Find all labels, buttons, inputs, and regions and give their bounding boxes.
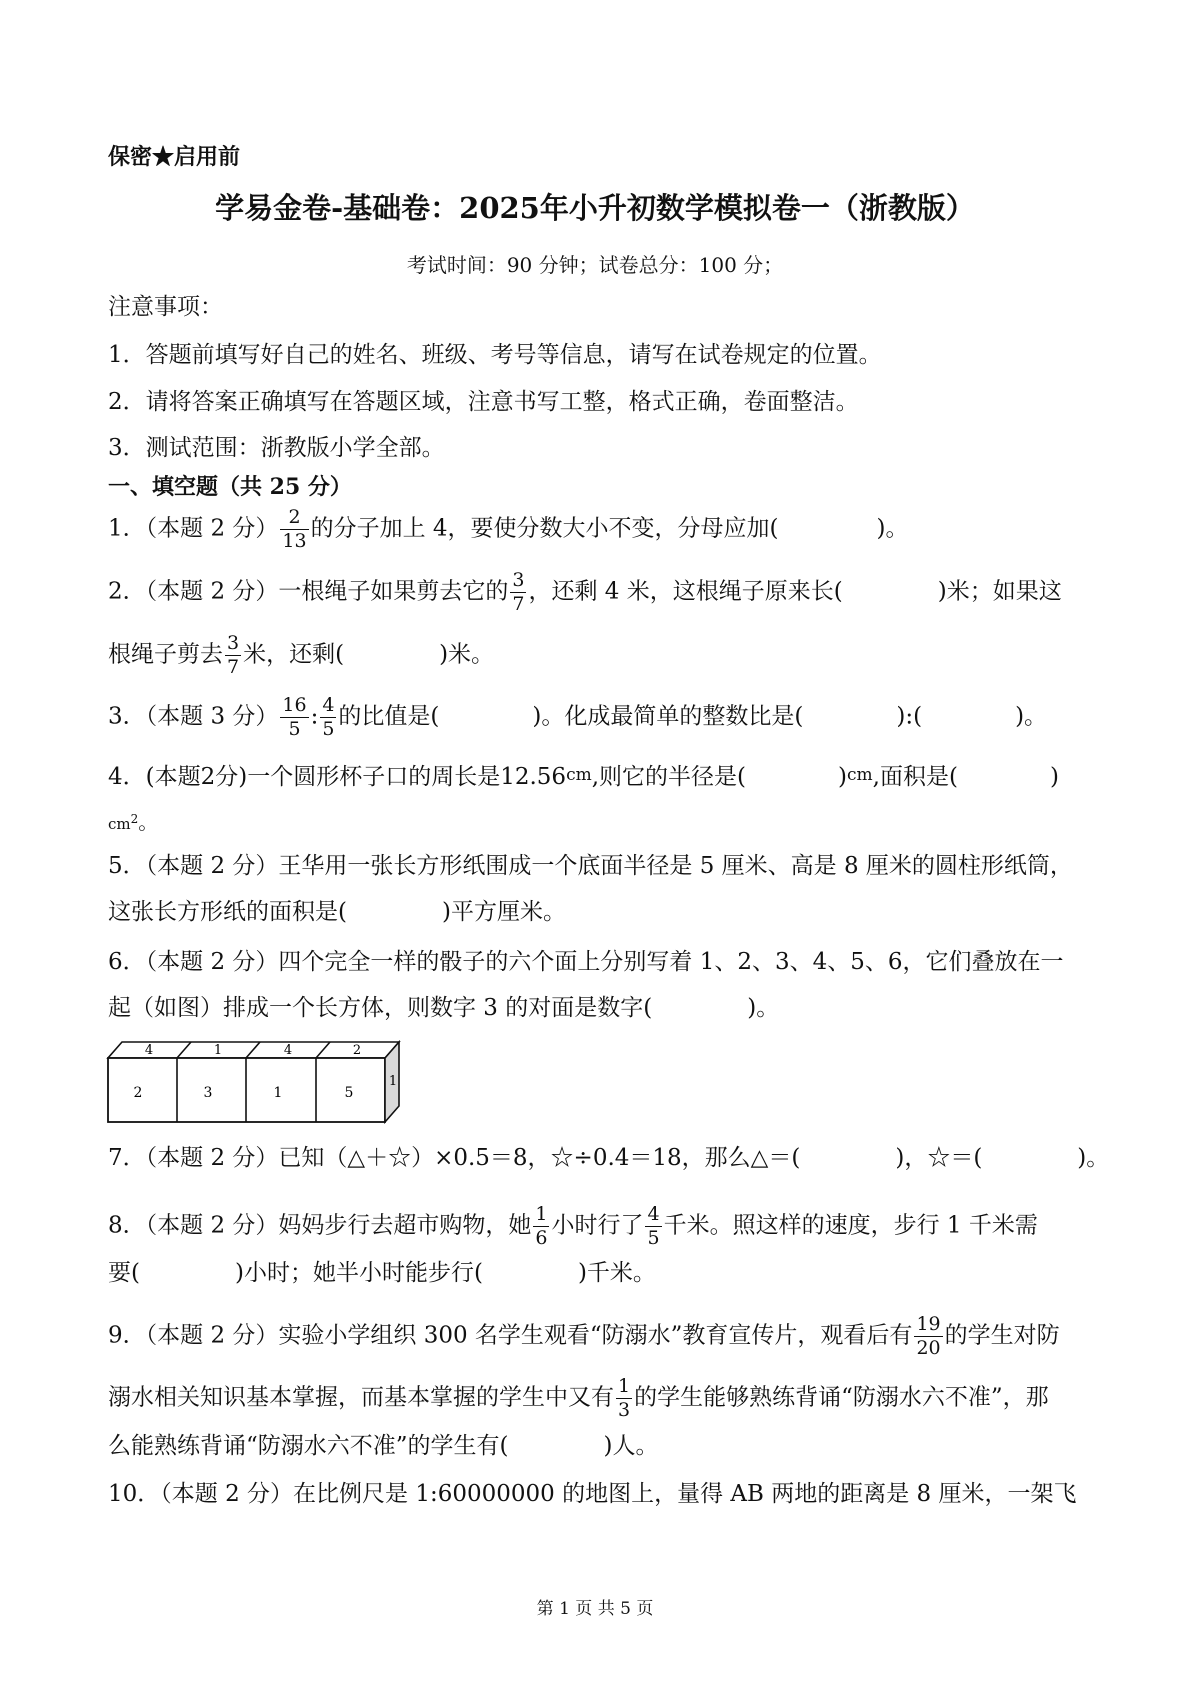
die-1-top: 4 [144, 1043, 154, 1058]
q8-f1-den: 6 [535, 1227, 548, 1249]
q3-mid1: 的比值是( [338, 703, 440, 730]
q9-fraction-1 [914, 1315, 942, 1358]
q2-pre: 2．（本题 2 分）一根绳子如果剪去它的 [108, 578, 509, 605]
q9-l3-pre: 么能熟练背诵“防溺水六不准”的学生有( [108, 1433, 509, 1459]
die-1-front: 2 [133, 1085, 143, 1101]
q3-post: )。 [1015, 703, 1048, 730]
q7-post: )。 [1077, 1145, 1110, 1171]
q3-fraction-2 [320, 696, 336, 739]
q3-pre: 3．（本题 3 分） [108, 703, 279, 730]
q3-mid3: ):( [896, 703, 923, 730]
q2-l2-frac-num: 3 [227, 632, 240, 654]
q1-mid: 的分子加上 4，要使分数大小不变，分母应加( [310, 515, 779, 542]
question-7 [108, 1147, 1109, 1170]
q4-l2-end: 。 [138, 810, 159, 834]
q2-l2-pre: 根绳子剪去 [108, 641, 223, 668]
q2-mid: ，还剩 4 米，这根绳子原来长( [528, 578, 843, 605]
question-2-line-1 [108, 571, 1062, 614]
q8-fraction-2 [645, 1205, 661, 1248]
q9-l3-post: )人。 [603, 1433, 659, 1459]
question-8-line-1 [108, 1205, 1038, 1248]
question-10-line-1: 10．（本题 2 分）在比例尺是 1:60000000 的地图上，量得 AB 两地的距离是 8 厘米，一架飞 [108, 1481, 1077, 1507]
q4-unit-1: cm [566, 765, 592, 785]
question-9-line-1 [108, 1315, 1060, 1358]
notice-item-3: 3．测试范围：浙教版小学全部。 [108, 435, 445, 461]
die-4-front: 5 [344, 1085, 354, 1101]
q6-l2-post: )。 [747, 995, 780, 1021]
q7-pre: 7．（本题 2 分）已知（△＋☆）×0.5＝8，☆÷0.4＝18，那么△＝( [108, 1145, 801, 1171]
die-2-front: 3 [203, 1085, 213, 1101]
q9-l2-pre: 溺水相关知识基本掌握，而基本掌握的学生中又有 [108, 1384, 614, 1411]
notice-item-2: 2．请将答案正确填写在答题区域，注意书写工整，格式正确，卷面整洁。 [108, 389, 859, 415]
q8-mid2: 千米。照这样的速度，步行 1 千米需 [663, 1212, 1038, 1239]
q8-l2-pre: 要( [108, 1260, 140, 1286]
notice-item-1: 1．答题前填写好自己的姓名、班级、考号等信息，请写在试卷规定的位置。 [108, 342, 882, 368]
question-6-line-1: 6．（本题 2 分）四个完全一样的骰子的六个面上分别写着 1、2、3、4、5、6，它们叠放在一 [108, 949, 1064, 975]
q8-l2-post: )千米。 [577, 1260, 656, 1286]
q3-f1-den: 5 [288, 718, 301, 740]
q4-pre: 4．(本题2分)一个圆形杯子口的周长是12.56 [108, 764, 567, 790]
q9-f1-num: 19 [916, 1313, 941, 1335]
q2-l2-post: )米。 [439, 641, 495, 668]
q9-l2-f-num: 1 [618, 1375, 631, 1397]
notice-heading: 注意事项： [108, 294, 223, 320]
q3-f1-num: 16 [282, 694, 307, 716]
question-4-line-2 [108, 812, 158, 832]
q5-l2-post: )平方厘米。 [441, 899, 566, 925]
q3-colon: : [310, 703, 319, 730]
q4-l2-unit: cm [108, 815, 131, 833]
q8-fraction-1 [533, 1205, 549, 1248]
q2-post: )米；如果这 [937, 578, 1062, 605]
q1-frac-den: 13 [282, 530, 307, 552]
q1-pre: 1．（本题 2 分） [108, 515, 279, 542]
question-9-line-3 [108, 1435, 658, 1458]
section-heading-fill-blank: 一、填空题（共 25 分） [108, 474, 352, 500]
q9-l2-post: 的学生能够熟练背诵“防溺水六不准”，那 [634, 1384, 1049, 1411]
q3-fraction-1 [280, 696, 308, 739]
q2-l2-fraction [225, 634, 241, 677]
q9-f1-den: 20 [916, 1337, 941, 1359]
q8-f2-den: 5 [647, 1227, 660, 1249]
die-4-side: 1 [388, 1074, 398, 1089]
q8-pre: 8．（本题 2 分）妈妈步行去超市购物，她 [108, 1212, 532, 1239]
dice-figure [104, 1040, 424, 1126]
q7-mid: )，☆＝( [895, 1145, 983, 1171]
question-8-line-2 [108, 1262, 656, 1285]
die-4-top: 2 [352, 1043, 362, 1058]
q6-l2-pre: 起（如图）排成一个长方体，则数字 3 的对面是数字( [108, 995, 653, 1021]
q5-l2-pre: 这张长方形纸的面积是( [108, 899, 347, 925]
die-3-front: 1 [273, 1085, 283, 1101]
q8-l2-mid: )小时；她半小时能步行( [234, 1260, 483, 1286]
q3-f2-den: 5 [322, 718, 335, 740]
q9-mid1: 的学生对防 [944, 1322, 1060, 1349]
q3-mid2: )。化成最简单的整数比是( [532, 703, 804, 730]
q2-frac-num: 3 [512, 569, 525, 591]
q2-l2-mid: 米，还剩( [243, 641, 345, 668]
q9-fraction-2 [616, 1377, 632, 1420]
question-1 [108, 508, 908, 551]
exam-info: 考试时间：90 分钟；试卷总分：100 分； [406, 253, 784, 277]
q4-mid2: ) [838, 764, 847, 790]
question-3 [108, 696, 1047, 739]
q2-frac-den: 7 [512, 593, 525, 615]
q2-fraction [510, 571, 526, 614]
question-4 [108, 766, 1059, 789]
q8-f1-num: 1 [535, 1203, 548, 1225]
q8-mid1: 小时行了 [551, 1212, 644, 1239]
q9-pre: 9．（本题 2 分）实验小学组织 300 名学生观看“防溺水”教育宣传片，观看后有 [108, 1322, 913, 1349]
q4-mid1: ,则它的半径是( [591, 764, 747, 790]
die-2-top: 1 [213, 1043, 223, 1058]
q3-f2-num: 4 [322, 694, 335, 716]
q2-l2-frac-den: 7 [227, 656, 240, 678]
q4-unit-2: cm [847, 765, 873, 785]
q1-frac-num: 2 [280, 508, 308, 530]
q9-l2-f-den: 3 [618, 1399, 631, 1421]
q1-post: )。 [876, 515, 909, 542]
page-number: 第 1 页 共 5 页 [536, 1599, 654, 1619]
question-2-line-2 [108, 634, 494, 677]
q8-f2-num: 4 [647, 1203, 660, 1225]
q1-fraction [280, 508, 308, 551]
q4-mid3: ,面积是( [872, 764, 958, 790]
die-3-top: 4 [283, 1043, 293, 1058]
confidential-label: 保密★启用前 [108, 144, 241, 170]
page-title: 学易金卷-基础卷：2025年小升初数学模拟卷一（浙教版） [215, 191, 975, 225]
question-6-line-2 [108, 997, 779, 1020]
question-9-line-2 [108, 1377, 1049, 1420]
q4-l2-sup: 2 [130, 812, 139, 826]
q4-close: ) [1049, 764, 1059, 790]
question-5-line-2 [108, 901, 566, 924]
question-5-line-1: 5．（本题 2 分）王华用一张长方形纸围成一个底面半径是 5 厘米、高是 8 厘米的圆柱形纸筒， [108, 853, 1073, 879]
